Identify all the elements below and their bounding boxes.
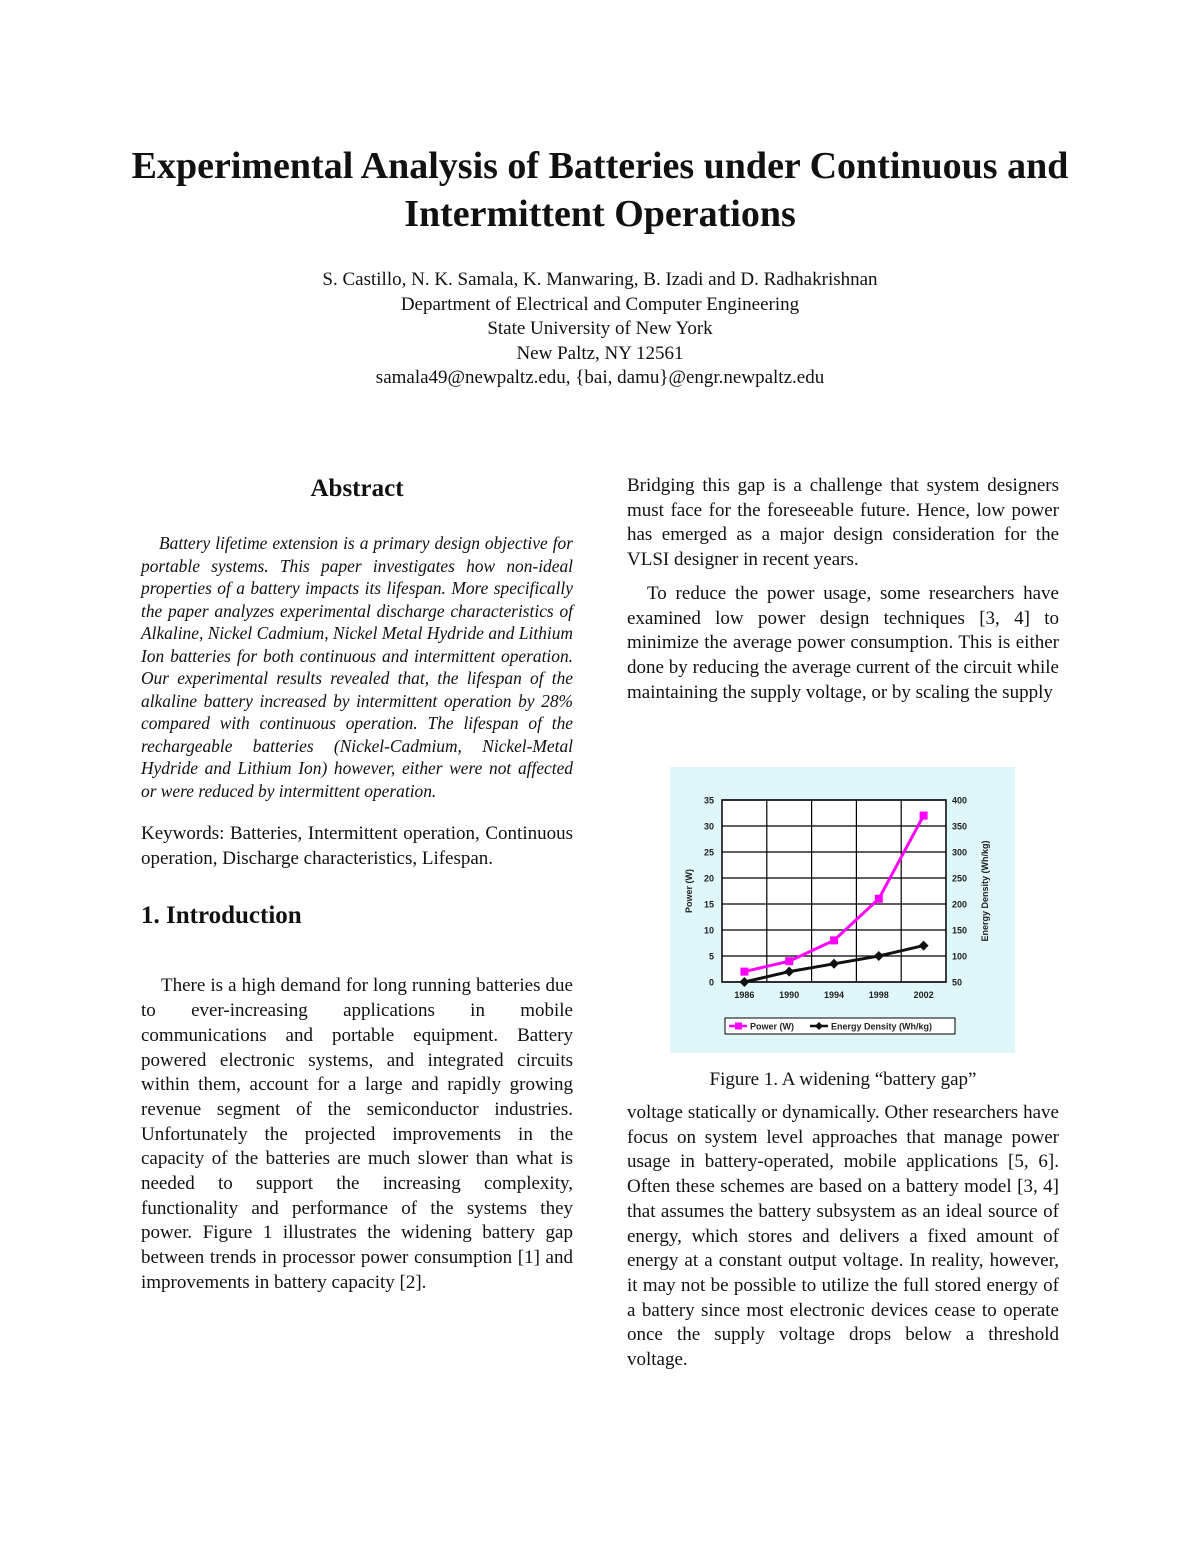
y2-tick-label: 200 [952, 899, 968, 910]
x-tick-label: 1986 [734, 990, 755, 1000]
author-block [100, 268, 1100, 391]
y-tick-label: 30 [703, 821, 714, 832]
keywords: Keywords: Batteries, Intermittent operation, Continuous operation, Discharge characteristics, Lifespan. [141, 823, 573, 869]
x-tick-label: 1998 [868, 990, 889, 1000]
y2-tick-label: 250 [952, 873, 968, 884]
data-point [785, 957, 793, 965]
paper-title: Experimental Analysis of Batteries under Continuous and Intermittent Operations [131, 145, 1069, 235]
y2-tick-label: 50 [952, 977, 963, 988]
y-tick-label: 35 [703, 795, 714, 806]
y2-tick-label: 400 [952, 795, 968, 806]
y-tick-label: 25 [703, 847, 714, 858]
author-names: S. Castillo, N. K. Samala, K. Manwaring, B. Izadi and D. Radhakrishnan [322, 269, 878, 290]
chart-grid [722, 800, 946, 982]
y-tick-label: 15 [703, 899, 714, 910]
figure-caption: Figure 1. A widening “battery gap” [709, 1069, 977, 1090]
abstract-heading: Abstract [310, 475, 404, 502]
right-paragraph-2: To reduce the power usage, some researchers have examined low power design techniques [3, 4] to minimize the average power consumption. This is either done by reducing the average current of the circuit while maintaining the supply voltage, or by scaling the supply [627, 582, 1059, 703]
x-tick-label: 2002 [913, 990, 934, 1000]
y-axis-label: Power (W) [684, 869, 694, 913]
abstract-body: Battery lifetime extension is a primary design objective for portable systems. This paper investigates how non-ideal properties of a battery impacts its lifespan. More specifically the paper analyzes experimental discharge characteristics of Alkaline, Nickel Cadmium, Nickel Metal Hydride and Lithium Ion batteries for both continuous and intermittent operation. Our experimental results revealed that, the lifespan of the alkaline battery increased by intermittent operation by 28% compared with continuous operation. The lifespan of the rechargeable batteries (Nickel-Cadmium, Nickel-Metal Hydride and Lithium Ion) however, either were not affected or were reduced by intermittent operation. [141, 533, 573, 801]
author-university: State University of New York [487, 318, 713, 339]
y2-tick-label: 300 [952, 847, 968, 858]
y2-tick-label: 150 [952, 925, 968, 936]
right-paragraph-3: voltage statically or dynamically. Other researchers have focus on system level approaches that manage power usage in battery-operated, mobile applications [5, 6]. Often these schemes are based on a battery model [3, 4] that assumes the battery subsystem as an ideal source of energy, which stores and delivers a fixed amount of energy at a constant output voltage. In reality, however, it may not be possible to utilize the full stored energy of a battery since most electronic devices cease to operate once the supply voltage drops below a threshold voltage. [627, 1102, 1059, 1371]
y-tick-label: 20 [703, 873, 714, 884]
plot-area [722, 800, 946, 982]
right-paragraph-1: Bridging this gap is a challenge that system designers must face for the foreseeable future. Hence, low power has emerged as a major design consideration for the VLSI designer in recent years. [627, 475, 1059, 571]
y-tick-label: 0 [708, 977, 714, 988]
data-point [830, 936, 838, 944]
author-location: New Paltz, NY 12561 [516, 342, 684, 364]
y2-tick-label: 100 [952, 951, 968, 962]
legend-swatch-marker [735, 1023, 742, 1030]
author-emails: samala49@newpaltz.edu, {bai, damu}@engr.newpaltz.edu [375, 367, 825, 388]
legend-label: Power (W) [750, 1021, 794, 1032]
figure-1 [670, 767, 1015, 1053]
y2-axis-label: Energy Density (Wh/kg) [980, 840, 990, 942]
right-column-bottom [627, 1101, 1059, 1373]
battery-gap-chart [670, 767, 1015, 1053]
y-tick-label: 10 [703, 925, 714, 936]
chart-legend [725, 1018, 955, 1034]
y-tick-label: 5 [708, 951, 714, 962]
legend-label: Energy Density (Wh/kg) [831, 1021, 933, 1032]
right-column-top [627, 474, 1059, 705]
data-point [740, 968, 748, 976]
introduction-paragraph-1: There is a high demand for long running batteries due to ever-increasing applications in mobile communications and portable equipment. Battery powered electronic systems, and integrated circuits within them, account for a large and rapidly growing revenue segment of the semiconductor industries. Unfortunately the projected improvements in the capacity of the batteries are much slower than what is needed to support the increasing complexity, functionality and performance of the systems they power. Figure 1 illustrates the widening battery gap between trends in processor power consumption [1] and improvements in battery capacity [2]. [141, 975, 573, 1293]
introduction-heading: 1. Introduction [141, 902, 302, 930]
author-department: Department of Electrical and Computer Engineering [400, 293, 800, 315]
y2-tick-label: 350 [952, 821, 968, 832]
x-tick-label: 1994 [823, 990, 845, 1000]
data-point [875, 895, 883, 903]
data-point [920, 812, 928, 820]
x-tick-label: 1990 [779, 990, 800, 1000]
left-column [141, 474, 573, 1296]
